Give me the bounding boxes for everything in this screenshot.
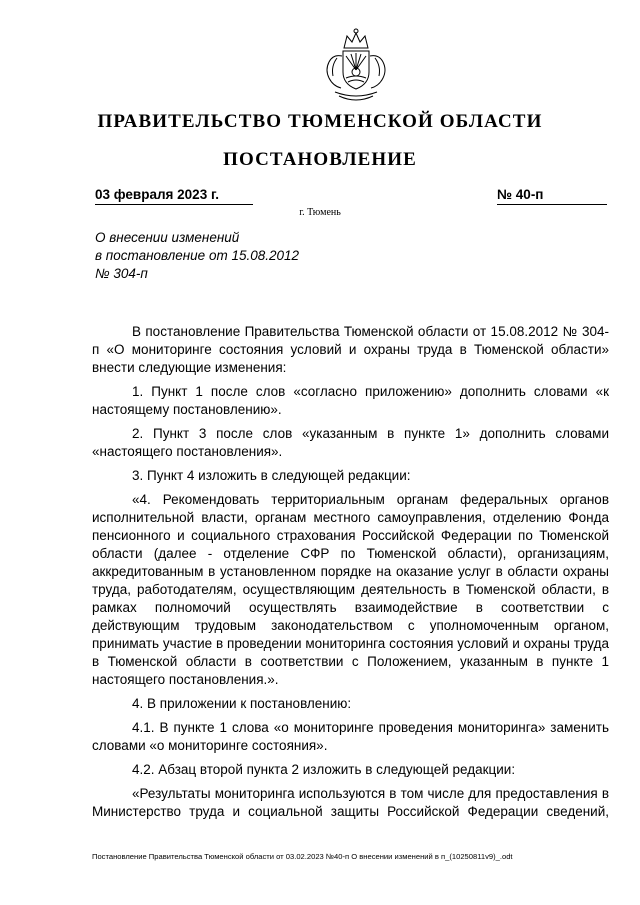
document-date: 03 февраля 2023 г. bbox=[95, 186, 253, 205]
page-footer: Постановление Правительства Тюменской области от 03.02.2023 №40-п О внесении изменений в п_(10250811v9)_.odt bbox=[92, 852, 513, 861]
document-subject bbox=[95, 229, 395, 283]
city: г. Тюмень bbox=[299, 207, 341, 218]
paragraph: «Результаты мониторинга используются в том числе для предоставления в Министерство труда и социальной защиты Российской Федерации сведений, bbox=[92, 786, 609, 819]
paragraph: «4. Рекомендовать территориальным органам федеральных органов исполнительной власти, органам местного самоуправления, отделению Фонда пенсионного и социального страхования Российской Федерации по Тюменской области (далее - отделение СФР по Тюменской области), организациям, аккредитованным в установленном порядке на оказание услуг в области охраны труда, работодателям, осуществляющим деятельность в Тюменской области, в рамках полномочий осуществлять взаимодействие в соответствии с действующим трудовым законодательством с уполномоченным органом, принимать участие в проведении мониторинга состояния условий и охраны труда в Тюменской области в соответствии с Положением, указанным в пункте 1 настоящего постановления.». bbox=[92, 492, 609, 687]
paragraph: 2. Пункт 3 после слов «указанным в пункте 1» дополнить словами «настоящего постановления». bbox=[92, 426, 609, 459]
document-body bbox=[92, 323, 609, 821]
document-number: № 40-п bbox=[497, 186, 607, 205]
paragraph: 4.1. В пункте 1 слова «о мониторинге проведения мониторинга» заменить словами «о мониторинге состояния». bbox=[92, 720, 609, 753]
tyumen-coat-of-arms-icon bbox=[313, 26, 399, 112]
paragraph: 4.2. Абзац второй пункта 2 изложить в следующей редакции: bbox=[132, 762, 516, 777]
paragraph: 1. Пункт 1 после слов «согласно приложению» дополнить словами «к настоящему постановлению». bbox=[92, 384, 609, 417]
subject-line: О внесении изменений bbox=[95, 230, 240, 245]
paragraph: В постановление Правительства Тюменской области от 15.08.2012 № 304-п «О мониторинге состояния условий и охраны труда в Тюменской области» внести следующие изменения: bbox=[92, 324, 609, 375]
document-type: ПОСТАНОВЛЕНИЕ bbox=[223, 149, 417, 170]
subject-line: в постановление от 15.08.2012 bbox=[95, 248, 300, 263]
paragraph: 3. Пункт 4 изложить в следующей редакции: bbox=[132, 468, 411, 483]
subject-line: № 304-п bbox=[95, 266, 148, 281]
paragraph: 4. В приложении к постановлению: bbox=[132, 696, 352, 711]
government-title: ПРАВИТЕЛЬСТВО ТЮМЕНСКОЙ ОБЛАСТИ bbox=[97, 111, 543, 132]
